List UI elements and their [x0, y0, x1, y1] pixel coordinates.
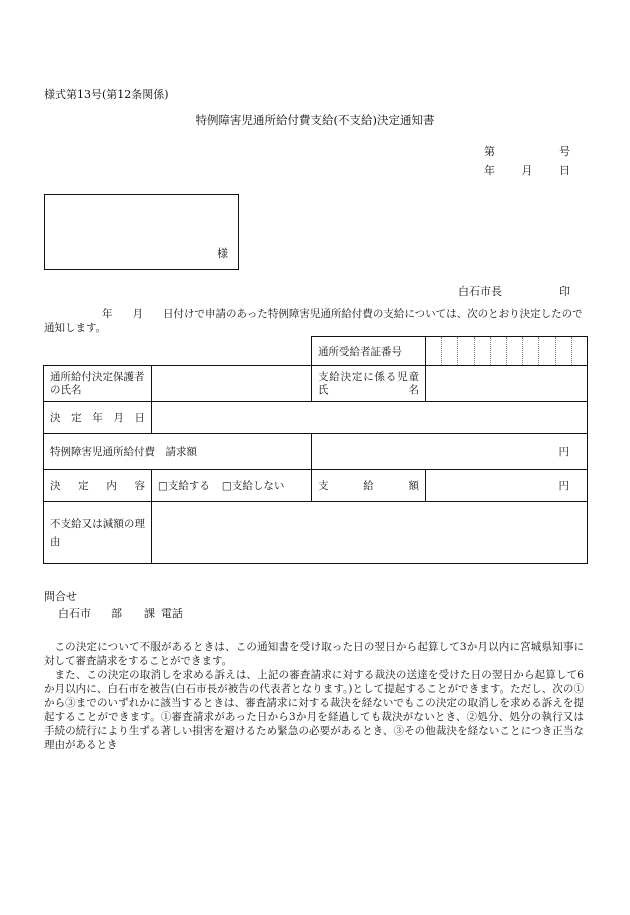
decision-date-field [152, 402, 588, 434]
claim-amount-unit: 円 [312, 434, 588, 470]
decision-date-label: 決定年月日 [44, 402, 152, 434]
child-name-label: 支給決定に係る児童氏名 [312, 366, 426, 402]
addressee-honorific: 様 [217, 247, 228, 260]
table-row [44, 470, 588, 502]
inquiry-phone: 電話 [161, 607, 183, 620]
payment-amount-unit: 円 [426, 470, 588, 502]
document-title: 特例障害児通所給付費支給(不支給)決定通知書 [195, 113, 435, 127]
addressee-box [44, 194, 239, 270]
intro-text [44, 307, 584, 335]
table-row [44, 434, 588, 470]
child-name-field [426, 366, 588, 402]
doc-number-suffix: 号 [559, 145, 570, 158]
date-month: 月 [521, 164, 533, 177]
intro-month: 月 [132, 308, 143, 320]
option-pay[interactable]: □支給する [158, 480, 210, 492]
table-row [44, 502, 588, 564]
inquiry-heading: 問合せ [44, 590, 77, 603]
issuer-line [458, 283, 570, 299]
intro-rest: 日付けで申請のあった特例障害児通所給付費の支給については、次のとおり決定したので通知します。 [44, 308, 583, 334]
decision-options [152, 470, 312, 502]
guardian-name-label: 通所給付決定保護者の氏名 [44, 366, 152, 402]
cert-number-label: 通所受給者証番号 [312, 337, 426, 366]
note-paragraph: この決定について不服があるときは、この通知書を受け取った日の翌日から起算して3か月以内に宮城県知事に対して審査請求をすることができます。 [44, 641, 584, 667]
document-number [484, 143, 570, 159]
issuer-seal: 印 [559, 285, 570, 298]
decision-content-label: 決定内容 [44, 470, 152, 502]
guardian-name-field [152, 366, 312, 402]
inquiry-city: 白石市 [58, 607, 91, 620]
decision-table [43, 336, 588, 564]
document-date [484, 162, 570, 178]
appeal-notes [44, 640, 584, 752]
note-paragraph: また、この決定の取消しを求める訴えは、上記の審査請求に対する裁決の送達を受けた日の翌日から起算して6か月以内に、白石市を被告(白石市長が被告の代表者となります。)として提起することができます。ただし、次の①から③までのいずれかに該当するときは、審査請求に対する裁決を経ないでもこの決定の取消しを求める訴えを提起することができます。①審査請求があった日から3か月を経過しても裁決がないとき、②処分、処分の執行又は手続の続行により生ずる著しい損害を避けるため緊急の必要があるとき、③その他裁決を経ないことにつき正当な理由があるとき [44, 669, 584, 751]
form-number: 様式第13号(第12条関係) [44, 88, 169, 101]
table-row [44, 366, 588, 402]
claim-amount-label: 特例障害児通所給付費 請求額 [44, 434, 312, 470]
inquiry-line [58, 605, 183, 621]
date-year: 年 [484, 164, 495, 177]
cert-number-field [426, 337, 588, 366]
payment-amount-label: 支給額 [312, 470, 426, 502]
table-row [44, 402, 588, 434]
table-row [44, 337, 588, 366]
intro-year: 年 [102, 308, 113, 320]
reason-field [152, 502, 588, 564]
issuer-name: 白石市長 [458, 285, 502, 298]
inquiry-dept: 部 [111, 607, 122, 620]
reason-label: 不支給又は減額の理由 [44, 502, 152, 564]
inquiry-section: 課 [144, 607, 155, 620]
date-day: 日 [559, 164, 570, 177]
doc-number-label: 第 [484, 145, 495, 158]
option-no-pay[interactable]: □支給しない [221, 480, 285, 492]
